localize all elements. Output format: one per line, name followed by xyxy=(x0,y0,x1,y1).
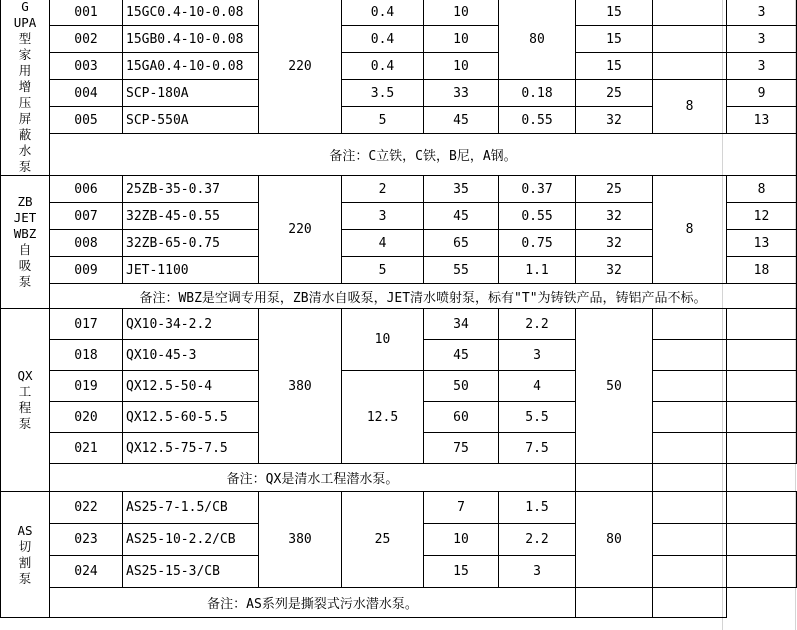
note-row: 备注：WBZ是空调专用泵，ZB清水自吸泵，JET清水喷射泵，标有"T"为铸铁产品，铸铝产品不标。 xyxy=(50,284,797,309)
flow-merged: 10 xyxy=(342,309,424,371)
flow: 0.4 xyxy=(342,53,424,80)
head: 10 xyxy=(424,524,499,556)
item-no: 018 xyxy=(50,340,123,371)
caliber: 32 xyxy=(576,230,653,257)
qty: 8 xyxy=(727,176,797,203)
caliber-merged: 50 xyxy=(576,309,653,464)
model: SCP-180A xyxy=(123,80,259,107)
qty-empty xyxy=(727,371,797,402)
pack-empty xyxy=(653,309,727,340)
power: 0.37 xyxy=(499,176,576,203)
head: 75 xyxy=(424,433,499,464)
qty-empty xyxy=(727,492,797,524)
qty: 3 xyxy=(727,0,797,26)
model: JET-1100 xyxy=(123,257,259,284)
caliber: 25 xyxy=(576,176,653,203)
category-as-cutting: AS 切 割 泵 xyxy=(1,492,50,618)
category-self-priming: ZB JET WBZ 自 吸 泵 xyxy=(1,176,50,309)
voltage: 380 xyxy=(259,492,342,588)
qty-empty xyxy=(727,340,797,371)
head: 15 xyxy=(424,556,499,588)
power: 1.5 xyxy=(499,492,576,524)
qty: 13 xyxy=(727,107,797,134)
power: 1.1 xyxy=(499,257,576,284)
item-no: 008 xyxy=(50,230,123,257)
qty: 13 xyxy=(727,230,797,257)
power: 2.2 xyxy=(499,524,576,556)
qty-empty xyxy=(727,309,797,340)
category-gupa: G UPA 型 家 用 增 压 屏 蔽 水 泵 xyxy=(1,0,50,176)
power: 0.55 xyxy=(499,203,576,230)
head: 7 xyxy=(424,492,499,524)
flow: 4 xyxy=(342,230,424,257)
item-no: 004 xyxy=(50,80,123,107)
qty: 3 xyxy=(727,53,797,80)
pack-empty xyxy=(653,556,727,588)
qty-empty xyxy=(653,464,727,492)
model: 15GA0.4-10-0.08 xyxy=(123,53,259,80)
power: 3 xyxy=(499,340,576,371)
head: 34 xyxy=(424,309,499,340)
item-no: 009 xyxy=(50,257,123,284)
item-no: 017 xyxy=(50,309,123,340)
power: 3 xyxy=(499,556,576,588)
model: AS25-10-2.2/CB xyxy=(123,524,259,556)
caliber: 15 xyxy=(576,0,653,26)
qty-empty xyxy=(727,433,797,464)
head: 10 xyxy=(424,53,499,80)
pack-empty xyxy=(576,464,653,492)
flow: 2 xyxy=(342,176,424,203)
model: 32ZB-65-0.75 xyxy=(123,230,259,257)
caliber: 32 xyxy=(576,257,653,284)
qty: 18 xyxy=(727,257,797,284)
model: 15GB0.4-10-0.08 xyxy=(123,26,259,53)
model: QX10-45-3 xyxy=(123,340,259,371)
voltage: 220 xyxy=(259,176,342,284)
flow: 0.4 xyxy=(342,0,424,26)
qty-empty xyxy=(727,524,797,556)
head: 55 xyxy=(424,257,499,284)
flow-merged: 25 xyxy=(342,492,424,588)
qty: 12 xyxy=(727,203,797,230)
pack-empty xyxy=(653,492,727,524)
head: 33 xyxy=(424,80,499,107)
pack-empty xyxy=(653,524,727,556)
qty: 9 xyxy=(727,80,797,107)
head: 45 xyxy=(424,107,499,134)
pack-merged: 8 xyxy=(653,80,727,134)
voltage: 380 xyxy=(259,309,342,464)
head: 10 xyxy=(424,26,499,53)
caliber: 15 xyxy=(576,26,653,53)
caliber: 32 xyxy=(576,203,653,230)
item-no: 005 xyxy=(50,107,123,134)
model: 25ZB-35-0.37 xyxy=(123,176,259,203)
item-no: 006 xyxy=(50,176,123,203)
qty-empty xyxy=(653,588,727,618)
power: 7.5 xyxy=(499,433,576,464)
power: 2.2 xyxy=(499,309,576,340)
pack-empty xyxy=(653,53,727,80)
caliber: 25 xyxy=(576,80,653,107)
note-row: 备注：QX是清水工程潜水泵。 xyxy=(50,464,576,492)
pack-empty xyxy=(653,26,727,53)
caliber: 15 xyxy=(576,53,653,80)
pack-empty xyxy=(576,588,653,618)
note-row: 备注：AS系列是撕裂式污水潜水泵。 xyxy=(50,588,576,618)
model: AS25-7-1.5/CB xyxy=(123,492,259,524)
head: 65 xyxy=(424,230,499,257)
note-row: 备注：C立铁，C铁，B尼，A钢。 xyxy=(50,134,797,176)
item-no: 007 xyxy=(50,203,123,230)
model: AS25-15-3/CB xyxy=(123,556,259,588)
flow: 5 xyxy=(342,107,424,134)
pack-empty xyxy=(653,340,727,371)
flow-merged: 12.5 xyxy=(342,371,424,464)
head: 10 xyxy=(424,0,499,26)
power: 0.55 xyxy=(499,107,576,134)
model: QX12.5-60-5.5 xyxy=(123,402,259,433)
power: 5.5 xyxy=(499,402,576,433)
qty-empty xyxy=(727,556,797,588)
item-no: 019 xyxy=(50,371,123,402)
caliber-merged: 80 xyxy=(576,492,653,588)
item-no: 020 xyxy=(50,402,123,433)
power: 4 xyxy=(499,371,576,402)
item-no: 003 xyxy=(50,53,123,80)
item-no: 024 xyxy=(50,556,123,588)
head: 35 xyxy=(424,176,499,203)
item-no: 002 xyxy=(50,26,123,53)
head: 60 xyxy=(424,402,499,433)
head: 45 xyxy=(424,340,499,371)
item-no: 022 xyxy=(50,492,123,524)
flow: 3.5 xyxy=(342,80,424,107)
flow: 5 xyxy=(342,257,424,284)
model: QX12.5-75-7.5 xyxy=(123,433,259,464)
pack-merged: 8 xyxy=(653,176,727,284)
model: 32ZB-45-0.55 xyxy=(123,203,259,230)
power: 0.75 xyxy=(499,230,576,257)
model: QX10-34-2.2 xyxy=(123,309,259,340)
pack-empty xyxy=(653,0,727,26)
voltage: 220 xyxy=(259,0,342,134)
item-no: 021 xyxy=(50,433,123,464)
item-no: 023 xyxy=(50,524,123,556)
qty-empty xyxy=(727,402,797,433)
item-no: 001 xyxy=(50,0,123,26)
model: SCP-550A xyxy=(123,107,259,134)
caliber: 32 xyxy=(576,107,653,134)
power-merged: 80 xyxy=(499,0,576,80)
flow: 3 xyxy=(342,203,424,230)
pack-empty xyxy=(653,371,727,402)
pack-empty xyxy=(653,402,727,433)
model: 15GC0.4-10-0.08 xyxy=(123,0,259,26)
head: 50 xyxy=(424,371,499,402)
category-qx-engineering: QX 工 程 泵 xyxy=(1,309,50,492)
qty: 3 xyxy=(727,26,797,53)
pack-empty xyxy=(653,433,727,464)
head: 45 xyxy=(424,203,499,230)
flow: 0.4 xyxy=(342,26,424,53)
power: 0.18 xyxy=(499,80,576,107)
model: QX12.5-50-4 xyxy=(123,371,259,402)
